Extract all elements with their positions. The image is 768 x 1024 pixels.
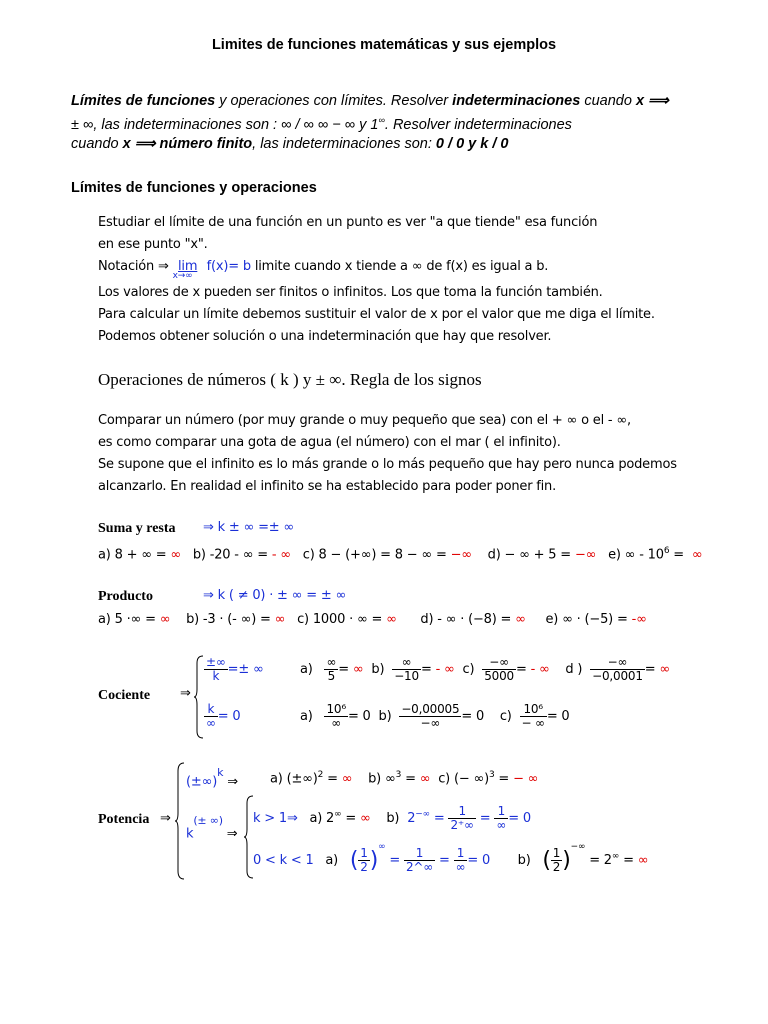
numerator: 1 xyxy=(494,805,508,819)
example-text: c) 1000 · ∞ = xyxy=(297,612,387,627)
fraction xyxy=(204,656,228,683)
example-sup: 3 xyxy=(395,770,402,780)
text-line: es como comparar una gota de agua (el número) con el mar ( el infinito). xyxy=(98,435,561,450)
numerator: 10⁶ xyxy=(326,702,346,716)
producto-label: Producto xyxy=(98,589,153,604)
denominator: −∞ xyxy=(420,716,441,730)
fraction xyxy=(324,703,347,730)
fraction xyxy=(324,656,338,683)
fraction xyxy=(399,703,461,730)
text-line: alcanzarlo. En realidad el infinito se ha establecido para poder poner fin. xyxy=(98,479,557,494)
rule-arrow: ⇒ xyxy=(226,826,238,842)
example-result: = 0 xyxy=(508,811,531,826)
fraction xyxy=(204,703,218,730)
example-result: ∞ xyxy=(659,662,671,677)
page-title: Limites de funciones matemáticas y sus ejemplos xyxy=(211,37,557,53)
fraction xyxy=(404,847,435,874)
example-text: a) 8 + ∞ = xyxy=(98,547,171,563)
example-letter: b) xyxy=(517,853,531,868)
rule-result: = 0 xyxy=(217,709,241,724)
denominator: k xyxy=(212,669,220,683)
numerator: −∞ xyxy=(590,656,645,670)
denominator: ∞ xyxy=(206,716,216,730)
numerator: 1 xyxy=(404,847,435,861)
intro-term: indeterminaciones xyxy=(452,93,581,109)
fraction xyxy=(392,656,421,683)
example-text: e) ∞ · (−5) = xyxy=(545,612,632,627)
example-letter: b) xyxy=(371,662,385,677)
intro-paragraph xyxy=(71,92,688,154)
example-text: b) ∞ xyxy=(368,771,396,787)
intro-term: x ⟹ xyxy=(635,93,669,109)
suma-label: Suma y resta xyxy=(98,521,176,536)
example-result: −∞ xyxy=(450,547,472,563)
fraction xyxy=(520,703,547,730)
intro-text: ± ∞, las indeterminaciones son : ∞ / ∞ ∞ − ∞ y 1 xyxy=(71,116,379,133)
cociente-label: Cociente xyxy=(98,688,151,703)
fraction xyxy=(448,805,475,832)
text-line: Estudiar el límite de una función en un punto es ver "a que tiende" esa función xyxy=(98,215,598,230)
lim-text: lim xyxy=(178,259,198,274)
example-result: ∞ xyxy=(691,547,703,563)
example-result: - ∞ xyxy=(271,547,291,563)
producto-rule: ⇒ k ( ≠ 0) · ± ∞ = ± ∞ xyxy=(203,588,347,603)
text-line: Podemos obtener solución o una indeterminación que hay que resolver. xyxy=(98,329,552,344)
example-result: ∞ xyxy=(515,612,526,627)
fraction xyxy=(454,847,468,874)
example-result: ∞ xyxy=(637,853,649,868)
example-text: b) -3 · (- ∞) = xyxy=(186,612,275,627)
potencia-k-lt-1: 0 < k < 1 a) ( $\frac{1}{2}$ )∞ = $\frac{1}{2\^{}\infty}$ = $\frac{1}{\infty}$ = 0 b) ( $\frac{1}{2}$ )−∞ = 2∞ = ∞ xyxy=(253,841,649,874)
potencia-label: Potencia xyxy=(98,812,150,827)
example-sup: −∞ xyxy=(570,841,586,852)
example-sup: ∞ xyxy=(611,851,620,862)
example-result: ∞ xyxy=(170,547,182,563)
example-text: = 2 xyxy=(589,853,612,868)
lim-operator xyxy=(172,259,203,281)
denominator: 2^∞ xyxy=(405,860,434,874)
rule-result: =± ∞ xyxy=(227,662,264,677)
example-text: = xyxy=(669,547,688,563)
example-letter: b) xyxy=(378,709,392,724)
fraction xyxy=(494,805,508,832)
example-text: d) − ∞ + 5 = xyxy=(487,547,575,563)
denominator: −10 xyxy=(394,669,419,683)
example-sup: ∞ xyxy=(378,841,386,852)
example-text: a) 2 xyxy=(309,811,335,826)
example-result: ∞ xyxy=(419,771,431,787)
intro-text: , las indeterminaciones son: xyxy=(252,135,436,152)
cociente-examples-1: a) $\frac{\infty}{5}$ = ∞ b) $\frac{\infty}{-10}$ = - ∞ c) $\frac{-\infty}{5000}$ = - ∞ d ) $\frac{-\infty}{-0,0001}$ = ∞ xyxy=(300,655,671,683)
example-text: e) ∞ - 10 xyxy=(608,547,664,563)
numerator: ±∞ xyxy=(206,655,226,669)
example-letter: c) xyxy=(499,709,512,724)
numerator: 1 xyxy=(552,846,561,860)
section-heading: Operaciones de números ( k ) y ± ∞. Regla de los signos xyxy=(98,370,482,389)
text-line: Para calcular un límite debemos sustituir el valor de x por el valor que me diga el límite. xyxy=(98,307,655,322)
example-result: = 0 xyxy=(461,709,485,724)
potencia-k-gt-1: k > 1⇒ a) 2∞ = ∞ b) 2−∞ = $\frac{1}{2^+\infty}$ = $\frac{1}{\infty}$ = 0 xyxy=(253,804,531,832)
example-text: c) (− ∞) xyxy=(438,771,489,787)
example-letter: a) xyxy=(300,662,313,677)
example-letter: d ) xyxy=(565,662,583,677)
cociente-arrow: ⇒ xyxy=(180,686,191,701)
lim-subscript: x→∞ xyxy=(172,271,193,281)
example-result: -∞ xyxy=(631,612,647,627)
condition: k > 1⇒ xyxy=(253,811,298,826)
notation-line xyxy=(98,259,549,281)
example-sup: ∞ xyxy=(334,809,342,820)
fraction xyxy=(590,656,645,683)
example-sup: −∞ xyxy=(415,809,430,820)
example-sup: 3 xyxy=(488,770,495,780)
intro-text: cuando xyxy=(580,93,636,109)
example-result: ∞ xyxy=(341,771,353,787)
rule-sup: k xyxy=(217,766,224,779)
example-text: b) -20 - ∞ = xyxy=(192,547,272,563)
example-result: −∞ xyxy=(574,547,597,563)
potencia-arrow: ⇒ xyxy=(160,811,171,826)
intro-term: 0 / 0 y k / 0 xyxy=(435,135,509,152)
denominator: 5 xyxy=(327,669,336,683)
example-result: ∞ xyxy=(352,662,364,677)
text-line: en ese punto "x". xyxy=(98,237,208,252)
numerator: ∞ xyxy=(392,656,421,670)
text-line: Comparar un número (por muy grande o muy pequeño que sea) con el + ∞ o el - ∞, xyxy=(98,413,631,428)
denominator: − ∞ xyxy=(521,716,545,730)
example-result: ∞ xyxy=(159,612,171,627)
fraction xyxy=(358,847,369,874)
numerator: 1 xyxy=(360,846,368,860)
numerator: −0,00005 xyxy=(401,702,460,716)
example-result: = 0 xyxy=(546,709,570,724)
intro-term: x ⟹ número finito xyxy=(122,135,253,152)
rule-base: k xyxy=(186,826,194,842)
example-sup: 6 xyxy=(663,546,670,556)
example-result: - ∞ xyxy=(435,662,455,677)
example-result: ∞ xyxy=(386,612,397,627)
denominator: ∞ xyxy=(455,860,466,874)
numerator: 10⁶ xyxy=(520,703,547,717)
denominator: 2⁺∞ xyxy=(450,818,474,832)
denominator: 2 xyxy=(360,860,368,874)
condition: 0 < k < 1 xyxy=(253,853,314,868)
rule-sup: (± ∞) xyxy=(193,814,223,827)
numerator: 1 xyxy=(448,805,475,819)
example-text: c) 8 − (+∞) = 8 − ∞ = xyxy=(302,547,451,563)
example-text: 2 xyxy=(407,811,416,826)
example-result: − ∞ xyxy=(513,771,539,787)
potencia-examples-1: a) (±∞)$^2$ = ∞ b) ∞$^3$ = ∞ c) (− ∞)$^3$ = − ∞ xyxy=(270,770,539,787)
cociente-row1 xyxy=(204,656,264,683)
potencia-row1 xyxy=(186,766,238,790)
example-text: a) 5 ·∞ = xyxy=(98,612,160,627)
numerator: −∞ xyxy=(482,656,516,670)
fraction xyxy=(482,656,516,683)
example-letter: a) xyxy=(325,853,339,868)
example-sup: 2 xyxy=(317,770,324,780)
rule-base: (±∞) xyxy=(186,774,218,790)
example-result: - ∞ xyxy=(530,662,550,677)
notation-description: limite cuando x tiende a ∞ de f(x) es igual a b. xyxy=(254,259,549,274)
denominator: −0,0001 xyxy=(592,669,643,683)
example-result: ∞ xyxy=(274,612,286,627)
denominator: ∞ xyxy=(331,716,342,730)
suma-examples xyxy=(98,546,702,562)
numerator: k xyxy=(204,703,218,717)
cociente-row2 xyxy=(204,703,241,730)
example-letter: c) xyxy=(462,662,475,677)
intro-text: cuando xyxy=(71,135,123,152)
example-result: = 0 xyxy=(347,709,371,724)
rule-arrow: ⇒ xyxy=(227,774,238,790)
potencia-row2 xyxy=(186,814,238,842)
example-letter: a) xyxy=(300,709,313,724)
example-text: a) (±∞) xyxy=(270,771,318,787)
suma-rule: ⇒ k ± ∞ =± ∞ xyxy=(203,520,295,535)
producto-examples xyxy=(98,612,647,627)
numerator: ∞ xyxy=(326,655,337,669)
intro-text: . Resolver indeterminaciones xyxy=(384,116,572,133)
example-letter: b) xyxy=(386,811,400,826)
denominator: 5000 xyxy=(484,669,514,683)
intro-term: Límites de funciones xyxy=(71,93,216,109)
text-line: Se supone que el infinito es lo más grande o lo más pequeño que hay pero nunca podemos xyxy=(98,457,677,472)
notation-expression: f(x)= b xyxy=(206,259,251,274)
example-result: ∞ xyxy=(360,811,371,826)
example-result: = 0 xyxy=(467,853,491,868)
denominator: ∞ xyxy=(496,818,507,832)
numerator: 1 xyxy=(454,847,468,861)
potencia-brace xyxy=(174,762,186,880)
intro-text: y operaciones con límites. Resolver xyxy=(215,93,453,109)
notation-label: Notación ⇒ xyxy=(98,259,169,274)
section-heading: Límites de funciones y operaciones xyxy=(71,180,317,196)
cociente-examples-2 xyxy=(300,703,570,730)
example-text: d) - ∞ · (−8) = xyxy=(420,612,516,627)
intro-sup: ∞ xyxy=(378,115,385,125)
text-line: Los valores de x pueden ser finitos o infinitos. Los que toma la función también. xyxy=(98,285,603,300)
fraction xyxy=(551,847,562,874)
denominator: 2 xyxy=(552,860,561,874)
